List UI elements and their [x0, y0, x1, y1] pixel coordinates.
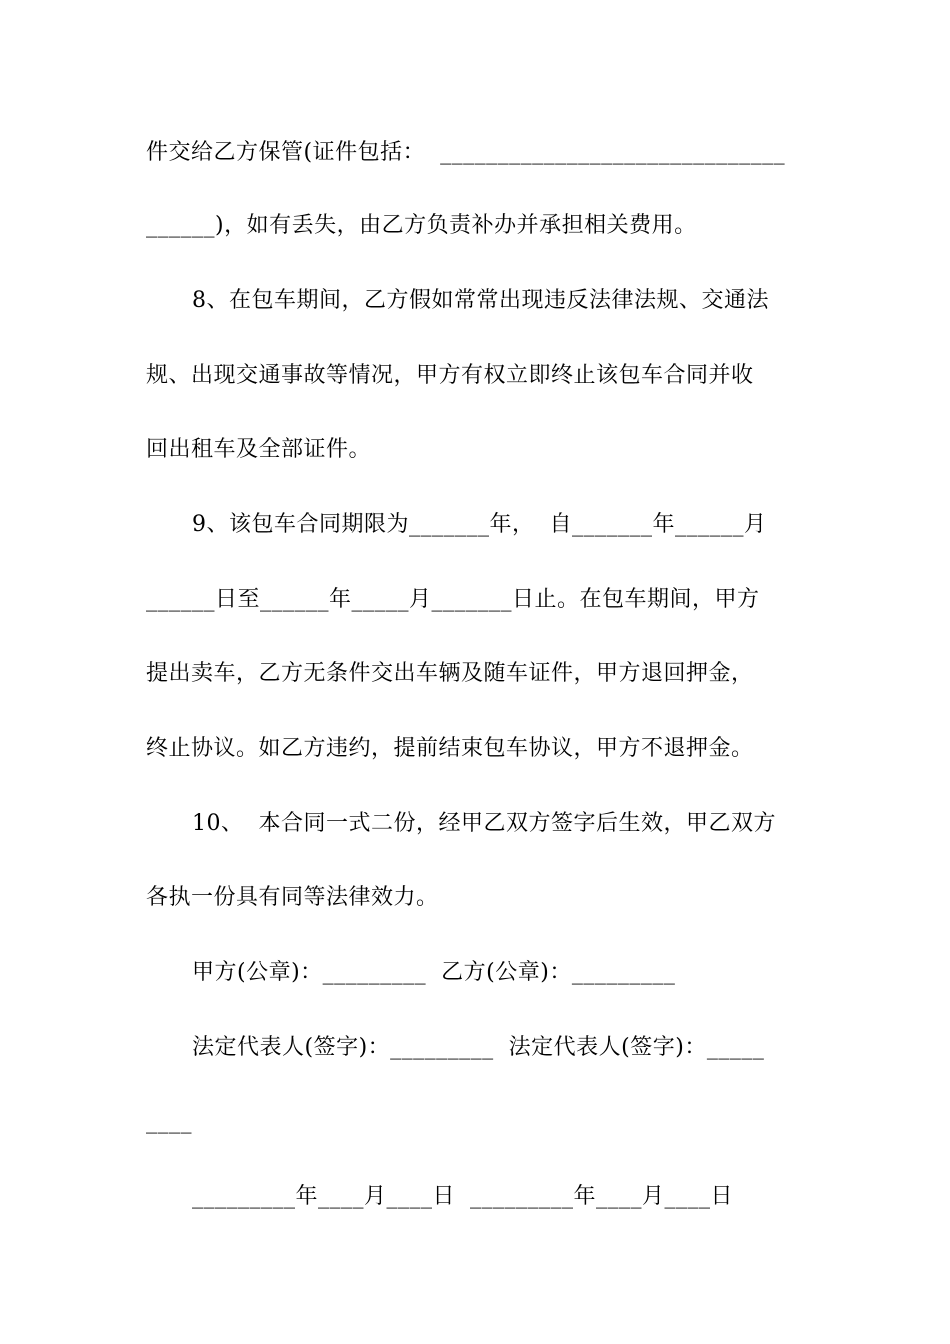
party-seal-line: 甲方(公章)：_________ 乙方(公章)：_________	[192, 960, 676, 985]
clause-9-line-1: 9、该包车合同期限为_______年， 自_______年______月	[192, 512, 767, 537]
legal-representative-line: 法定代表人(签字)：_________ 法定代表人(签字)：_____	[192, 1035, 765, 1060]
clause-8-line-3: 回出租车及全部证件。	[146, 437, 372, 462]
paragraph-7-line-2: ______)，如有丢失，由乙方负责补办并承担相关费用。	[146, 213, 697, 238]
signature-date-line: _________年____月____日 _________年____月____日	[192, 1184, 733, 1209]
clause-9-line-4: 终止协议。如乙方违约，提前结束包车协议，甲方不退押金。	[146, 736, 754, 761]
clause-9-line-2: ______日至______年_____月_______日止。在包车期间，甲方	[146, 587, 760, 612]
clause-10-line-1: 10、 本合同一式二份，经甲乙双方签字后生效，甲乙双方	[192, 811, 776, 836]
clause-8-line-1: 8、在包车期间，乙方假如常常出现违反法律法规、交通法	[192, 288, 769, 313]
paragraph-7-line-1: 件交给乙方保管(证件包括： ______________________________	[146, 140, 786, 165]
clause-9-line-3: 提出卖车，乙方无条件交出车辆及随车证件，甲方退回押金，	[146, 661, 754, 686]
clause-10-line-2: 各执一份具有同等法律效力。	[146, 885, 439, 910]
clause-8-line-2: 规、出现交通事故等情况，甲方有权立即终止该包车合同并收	[146, 363, 754, 388]
legal-representative-line-continued: ____	[146, 1109, 192, 1134]
